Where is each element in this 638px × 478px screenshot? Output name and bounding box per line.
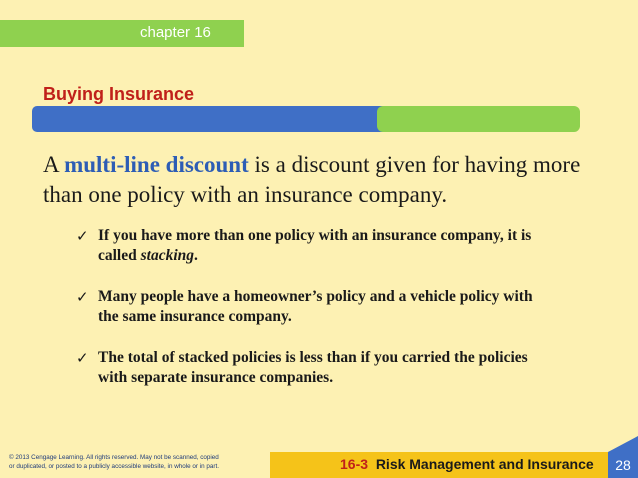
copyright-line: or duplicated, or posted to a publicly accessible website, in whole or in part.: [9, 463, 220, 470]
check-icon: ✓: [76, 288, 89, 306]
lead-paragraph: [43, 150, 603, 210]
bullet-text: If you have more than one policy with an insurance company, it is called: [98, 227, 532, 264]
page-corner: [608, 436, 638, 452]
title-underline-green: [377, 106, 580, 132]
page-number: 28: [608, 452, 638, 478]
copyright-line: © 2013 Cengage Learning. All rights reserved. May not be scanned, copied: [9, 454, 219, 461]
bullet-emphasis: stacking: [140, 247, 195, 264]
slide-title: Buying Insurance: [43, 84, 195, 104]
check-icon: ✓: [76, 349, 89, 367]
bullet-item: [76, 348, 546, 388]
lead-suffix: is a discount given for having more than one policy with an insurance company.: [43, 152, 581, 207]
key-term: multi-line discount: [64, 152, 249, 177]
section-number: 16-3: [340, 456, 369, 472]
lead-prefix: A: [43, 152, 65, 177]
section-label: [340, 456, 594, 472]
bullet-item: [76, 287, 546, 327]
section-title: Risk Management and Insurance: [375, 456, 594, 472]
check-icon: ✓: [76, 227, 89, 245]
title-underline-blue: [32, 106, 384, 132]
copyright-notice: [9, 453, 269, 471]
chapter-label: chapter 16: [140, 24, 211, 41]
bullet-list: [76, 226, 546, 409]
bullet-item: [76, 226, 546, 266]
bullet-text: The total of stacked policies is less than if you carried the policies with separate insurance companies.: [98, 349, 528, 386]
bullet-text: Many people have a homeowner’s policy and a vehicle policy with the same insurance company.: [98, 288, 533, 325]
bullet-text-end: .: [194, 247, 198, 264]
